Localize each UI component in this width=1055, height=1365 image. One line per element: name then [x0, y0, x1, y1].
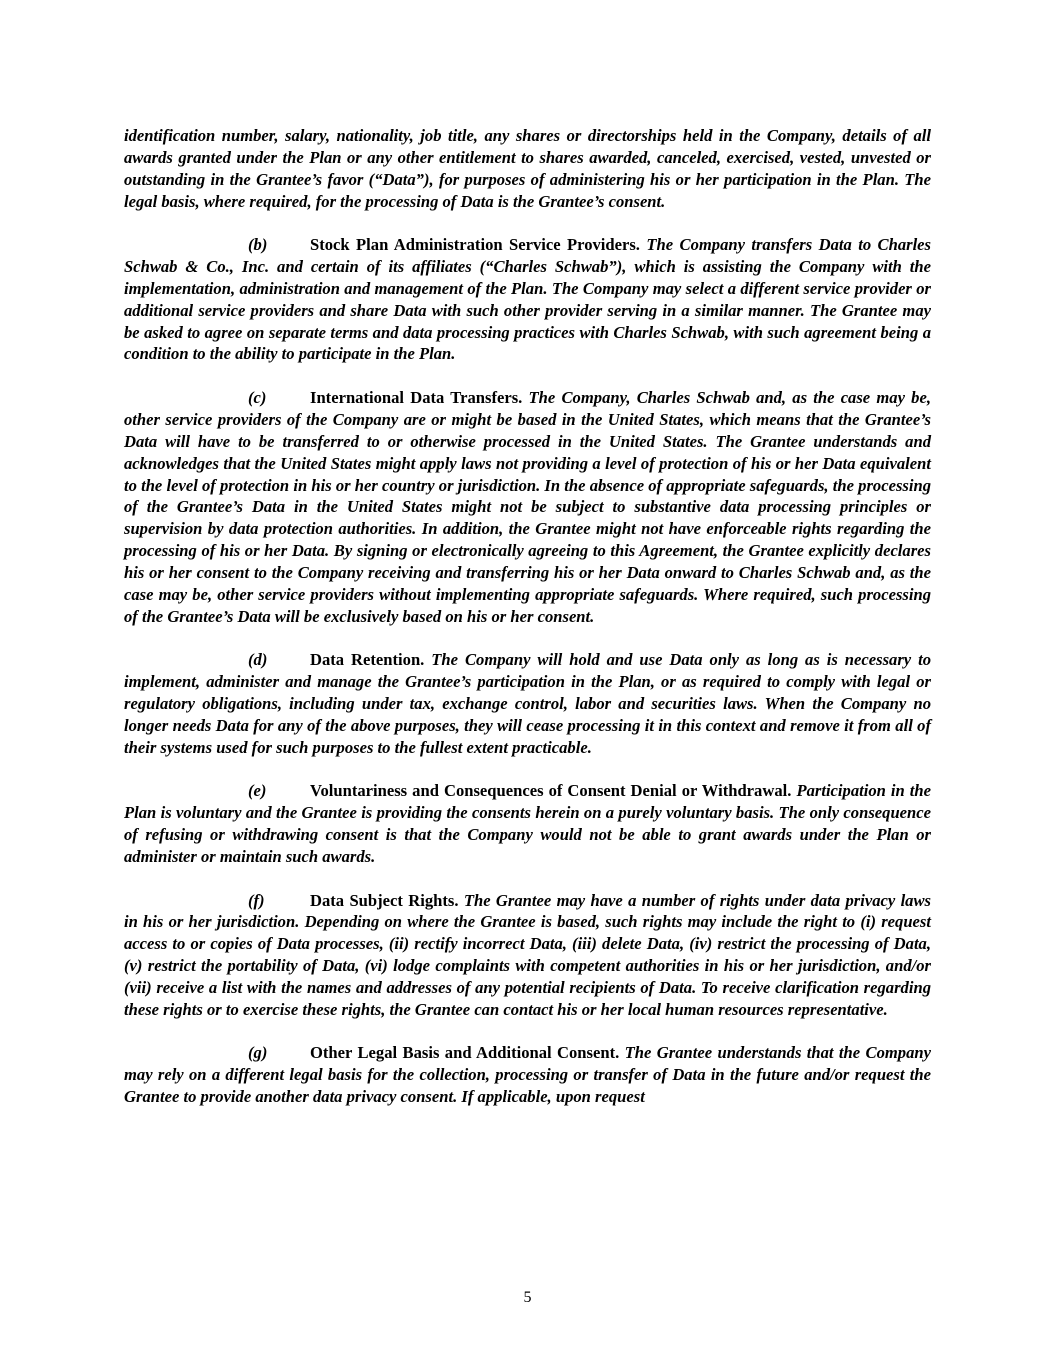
- section-g-heading: Other Legal Basis and Additional Consent.: [310, 1043, 620, 1063]
- section-c-body: The Company, Charles Schwab and, as the case may be, other service providers of the Company are or might be based in the United States, which means that the Grantee’s Data will have to be transferred to or otherwise processed in the United States. The Grantee understands and acknowledges that the United States might apply laws not providing a level of protection of his or her Data equivalent to the level of protection in his or her country or jurisdiction. In the absence of appropriate safeguards, the processing of the Grantee’s Data in the United States might not be subject to substantive data processing principles or supervision by data protection authorities. In addition, the Grantee might not have enforceable rights regarding the processing of his or her Data. By signing or electronically agreeing to this Agreement, the Grantee explicitly declares his or her consent to the Company receiving and transferring his or her Data onward to Charles Schwab and, as the case may be, other service providers without implementing appropriate safeguards. Where required, such processing of the Grantee’s Data will be exclusively based on his or her consent.: [124, 388, 931, 626]
- section-b-marker: (b): [248, 235, 268, 255]
- section-b-body: The Company transfers Data to Charles Schwab & Co., Inc. and certain of its affiliates (“Charles Schwab”), which is assisting the Company with the implementation, administration and management of the Plan. The Company may select a different service provider or additional service providers and share Data with such other provider serving in a similar manner. The Grantee may be asked to agree on separate terms and data processing practices with Charles Schwab, with such agreement being a condition to the ability to participate in the Plan.: [124, 235, 932, 364]
- section-e-heading: Voluntariness and Consequences of Consent Denial or Withdrawal.: [310, 781, 792, 801]
- section-f-heading: Data Subject Rights.: [310, 890, 459, 910]
- intro-text: identification number, salary, nationality, job title, any shares or directorships held in the Company, details of all awards granted under the Plan or any other entitlement to shares awarded, canceled, exercised, vested, unvested or outstanding in the Grantee’s favor (“Data”), for purposes of administering his or her participation in the Plan. The legal basis, where required, for the processing of Data is the Grantee’s consent.: [124, 126, 931, 211]
- section-d-paragraph: [124, 649, 931, 758]
- section-f-body: The Grantee may have a number of rights under data privacy laws in his or her jurisdiction. Depending on where the Grantee is based, such rights may include the right to (i) request access to or copies of Data processes, (ii) rectify incorrect Data, (iii) delete Data, (iv) restrict the processing of Data, (v) restrict the portability of Data, (vi) lodge complaints with competent authorities in his or her jurisdiction, and/or (vii) receive a list with the names and addresses of any potential recipients of Data. To receive clarification regarding these rights or to exercise these rights, the Grantee can contact his or her local human resources representative.: [124, 890, 931, 1019]
- page-number: 5: [523, 1289, 532, 1306]
- section-f-paragraph: [124, 890, 931, 1021]
- section-b-heading: Stock Plan Administration Service Providers.: [310, 235, 640, 255]
- intro-paragraph: [124, 125, 931, 212]
- section-g-marker: (g): [248, 1043, 268, 1063]
- section-d-marker: (d): [248, 650, 268, 670]
- document-page: [124, 125, 931, 1130]
- section-b-paragraph: [124, 234, 931, 365]
- section-d-body: The Company will hold and use Data only as long as is necessary to implement, administer and manage the Grantee’s participation in the Plan, or as required to comply with legal or regulatory obligations, including under tax, exchange control, labor and securities laws. When the Company no longer needs Data for any of the above purposes, they will cease processing it in this context and remove it from all of their systems used for such purposes to the fullest extent practicable.: [124, 650, 931, 757]
- section-c-heading: International Data Transfers.: [310, 388, 523, 408]
- section-g-body: The Grantee understands that the Company may rely on a different legal basis for the collection, processing or transfer of Data in the future and/or request the Grantee to provide another data privacy consent. If applicable, upon request: [124, 1043, 931, 1107]
- section-e-marker: (e): [248, 781, 267, 801]
- section-e-body: Participation in the Plan is voluntary and the Grantee is providing the consents herein on a purely voluntary basis. The only consequence of refusing or withdrawing consent is that the Company would not be able to grant awards under the Plan or administer or maintain such awards.: [124, 781, 931, 866]
- section-c-marker: (c): [248, 388, 267, 408]
- section-g-paragraph: [124, 1042, 931, 1108]
- section-e-paragraph: [124, 780, 931, 867]
- section-f-marker: (f): [248, 890, 265, 910]
- section-c-paragraph: [124, 387, 931, 627]
- section-d-heading: Data Retention.: [310, 650, 425, 670]
